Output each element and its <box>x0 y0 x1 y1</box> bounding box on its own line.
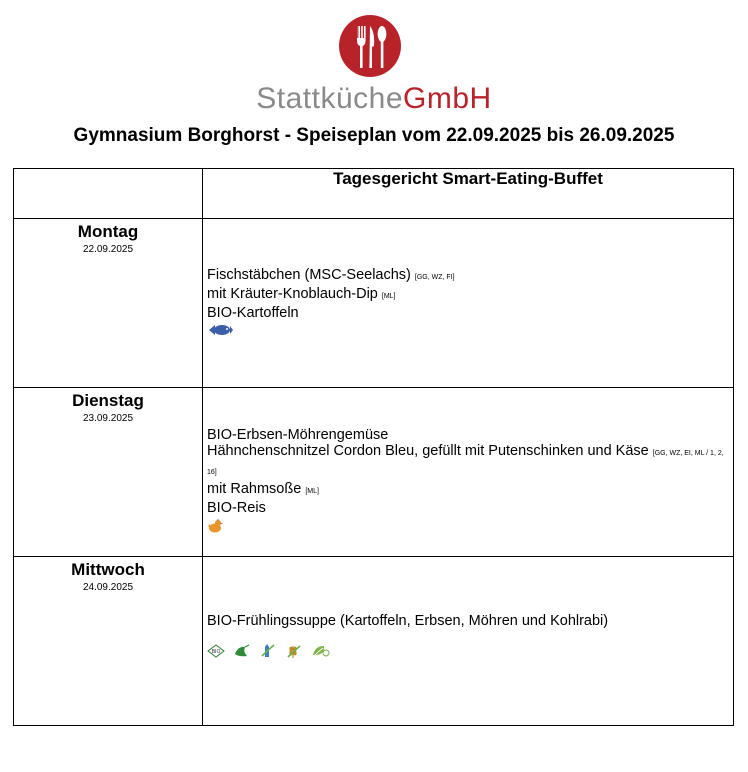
brand-name: StattkücheGmbH <box>256 82 492 115</box>
chicken-icon <box>207 518 223 534</box>
day-cell <box>14 557 203 726</box>
vegan-icon <box>311 643 331 659</box>
day-date: 22.09.2025 <box>82 244 134 255</box>
meal-line: Fischstäbchen (MSC-Seelachs) [GG, WZ, FI] <box>207 267 455 283</box>
day-date: 24.09.2025 <box>82 582 134 593</box>
meal-cell <box>203 557 734 726</box>
allergen-codes: [ML] <box>305 488 319 495</box>
meal-line: BIO-Reis <box>207 500 266 516</box>
meal-line: BIO-Erbsen-Möhrengemüse <box>207 427 389 443</box>
meal-line: BIO-Frühlingssuppe (Kartoffeln, Erbsen, Möhren und Kohlrabi) <box>207 613 609 629</box>
meal-line: BIO-Kartoffeln <box>207 305 299 321</box>
header-blank-cell <box>14 169 203 219</box>
table-header-row <box>14 169 734 219</box>
table-row <box>14 557 734 726</box>
meal-cell <box>203 219 734 388</box>
svg-text:BIO: BIO <box>211 649 221 655</box>
page-title: Gymnasium Borghorst - Speiseplan vom 22.09.2025 bis 26.09.2025 <box>73 125 675 146</box>
meal-line: Hähnchenschnitzel Cordon Bleu, gefüllt mit Putenschinken und Käse [GG, WZ, EI, ML / 1, 2, 16] <box>207 443 724 476</box>
menu-table <box>13 168 734 726</box>
day-date: 23.09.2025 <box>82 413 134 424</box>
meal-line: mit Kräuter-Knoblauch-Dip [ML] <box>207 286 396 302</box>
fish-icon <box>207 323 233 337</box>
meal-cell <box>203 388 734 557</box>
allergen-codes: [ML] <box>381 293 396 300</box>
table-row <box>14 219 734 388</box>
day-cell <box>14 219 203 388</box>
gluten-free-icon <box>285 643 303 659</box>
allergen-codes: [GG, WZ, EI, ML / 1, 2, 16] <box>207 450 724 476</box>
allergen-codes: [GG, WZ, FI] <box>414 274 455 281</box>
day-cell <box>14 388 203 557</box>
logo <box>0 0 748 118</box>
lactose-free-icon <box>259 643 277 659</box>
day-name: Dienstag <box>72 391 144 410</box>
fork-knife-spoon-icon <box>338 14 402 78</box>
header-title: Tagesgericht Smart-Eating-Buffet <box>203 169 734 219</box>
bio-seal-icon <box>207 644 225 658</box>
vegetable-icon <box>233 644 251 658</box>
meal-line: mit Rahmsoße [ML] <box>207 481 319 497</box>
day-name: Montag <box>77 222 139 241</box>
day-name: Mittwoch <box>71 560 145 579</box>
table-row <box>14 388 734 557</box>
